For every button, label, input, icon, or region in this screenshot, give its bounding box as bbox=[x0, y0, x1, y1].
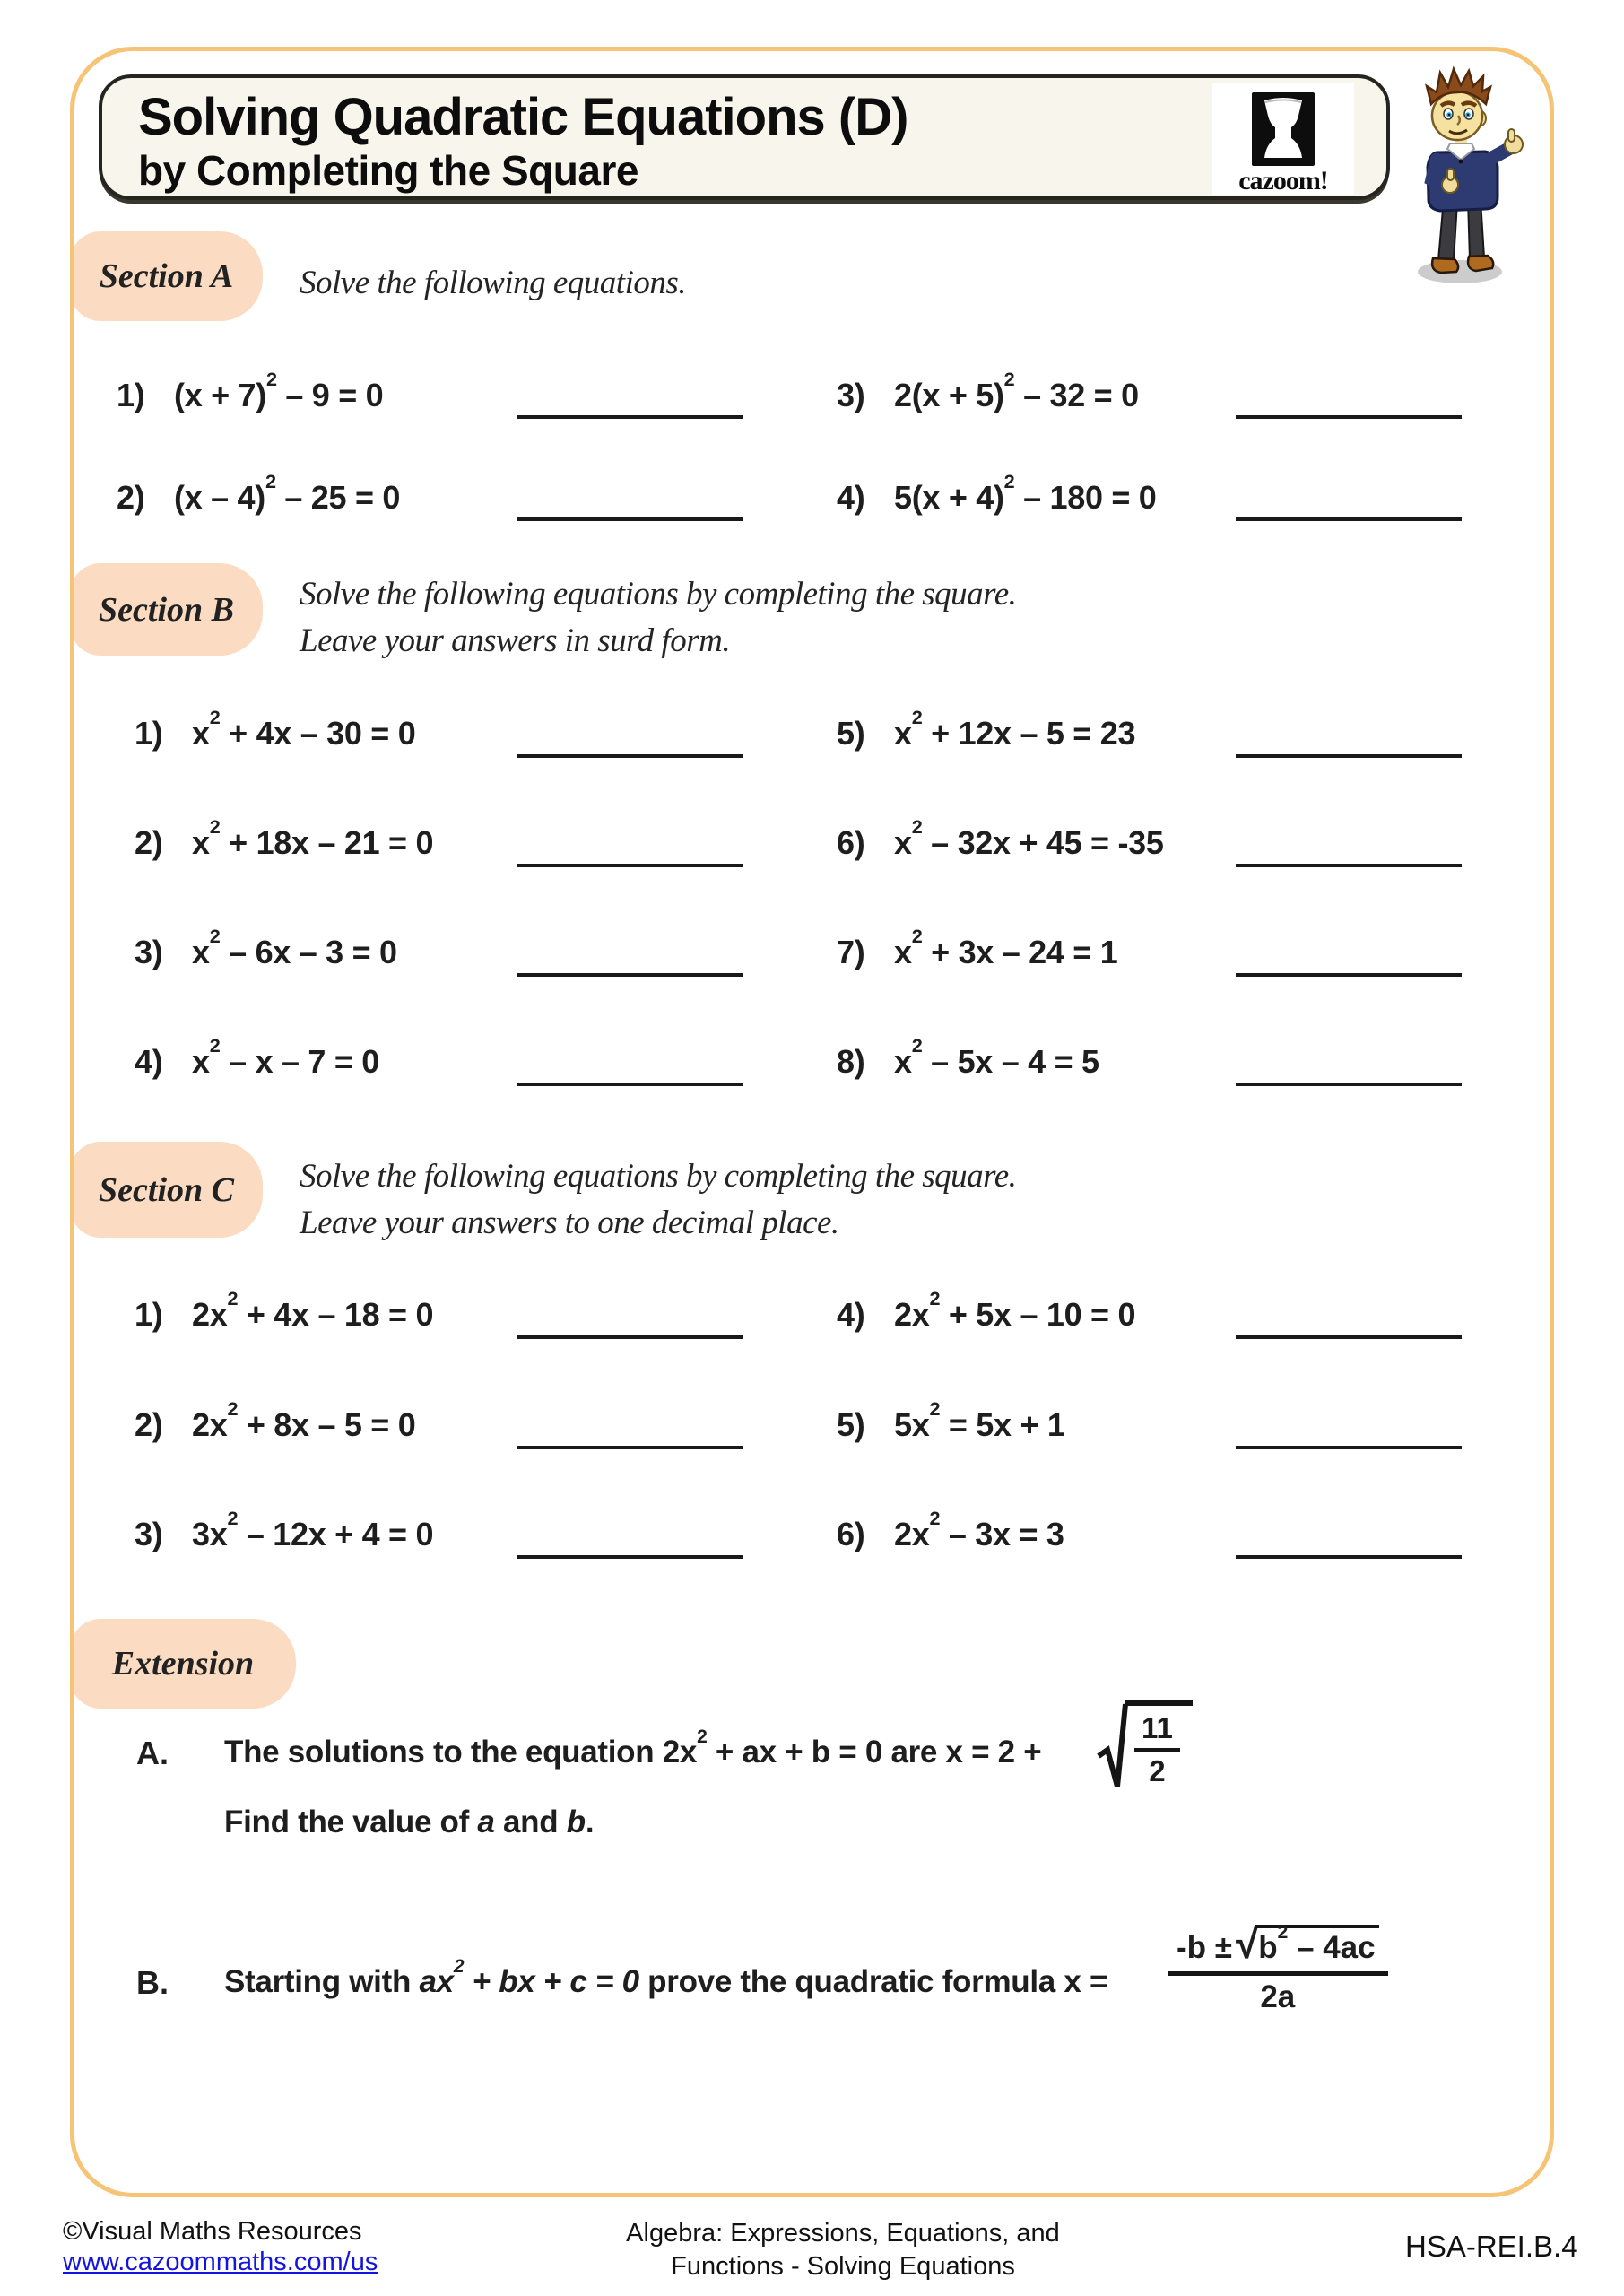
problem-number: 3) bbox=[135, 1516, 163, 1552]
equation-text: $2x^2 + 8x - 5 = 0$ bbox=[192, 1397, 416, 1443]
square-root-expression bbox=[1235, 1920, 1379, 1967]
problem-number: 1) bbox=[117, 377, 145, 413]
general-quadratic: $ax^2$ + bx + c = 0 bbox=[419, 1955, 639, 1999]
answer-line bbox=[1236, 864, 1462, 867]
answer-line bbox=[517, 864, 743, 867]
task-a-label: A. bbox=[136, 1735, 169, 1771]
starting-text: Starting with bbox=[224, 1964, 420, 1999]
prove-text: prove the quadratic formula x = bbox=[638, 1964, 1108, 1999]
equation-text: $3x^2 - 12x + 4 = 0$ bbox=[192, 1507, 434, 1552]
footer-category-line2: Functions - Solving Equations bbox=[671, 2252, 1015, 2281]
task-a-text-line2 bbox=[224, 1805, 594, 1840]
equation-text: $5(x + 4)^2 - 180 = 0$ bbox=[894, 470, 1157, 516]
and-text: and bbox=[494, 1805, 567, 1839]
task-b-label: B. bbox=[136, 1964, 169, 2001]
formula-denominator: 2a bbox=[1260, 1979, 1296, 2014]
problem-number: 2) bbox=[135, 1406, 163, 1443]
section-c-badge bbox=[70, 1142, 263, 1238]
problem-a-1 bbox=[117, 368, 384, 414]
equation-text: $x^2 + 12x - 5 = 23$ bbox=[894, 706, 1136, 752]
problem-number: 7) bbox=[837, 934, 865, 970]
equation-text: $x^2 + 4x - 30 = 0$ bbox=[192, 706, 416, 752]
footer-category-line1: Algebra: Expressions, Equations, and bbox=[626, 2219, 1060, 2248]
problem-number: 6) bbox=[837, 824, 865, 861]
problem-c-6 bbox=[837, 1507, 1064, 1553]
page-subtitle: by Completing the Square bbox=[138, 147, 638, 194]
problem-number: 2) bbox=[135, 824, 163, 861]
problem-number: 1) bbox=[135, 1296, 163, 1333]
fraction-denominator: 2 bbox=[1149, 1754, 1166, 1787]
answer-line bbox=[517, 415, 743, 419]
equation-text: $2x^2 - 3x = 3$ bbox=[894, 1507, 1064, 1552]
problem-number: 8) bbox=[837, 1043, 865, 1080]
equation-text: $x^2 + 3x - 24 = 1$ bbox=[894, 925, 1118, 970]
radical-sign bbox=[1096, 1700, 1128, 1794]
answer-line bbox=[1236, 1555, 1462, 1559]
section-b-label: Section B bbox=[99, 590, 234, 629]
section-a-badge bbox=[70, 231, 263, 321]
answer-line bbox=[517, 1083, 743, 1086]
section-c-instruction-1: Solve the following equations by completing the square. bbox=[300, 1158, 1017, 1195]
equation-text: $x^2 - 5x - 4 = 5$ bbox=[894, 1034, 1099, 1080]
answer-line bbox=[1236, 1446, 1462, 1449]
problem-b-7 bbox=[837, 925, 1118, 971]
problem-number: 4) bbox=[837, 479, 865, 516]
radical-sign-small: √ bbox=[1235, 1920, 1259, 1967]
extension-label: Extension bbox=[111, 1645, 255, 1683]
variable-b: b bbox=[566, 1805, 586, 1839]
equation-text: $2x^2 + 5x - 10 = 0$ bbox=[894, 1287, 1136, 1333]
problem-number: 3) bbox=[135, 934, 163, 970]
problem-c-1 bbox=[135, 1287, 434, 1334]
quadratic-formula-fraction bbox=[1168, 1920, 1388, 2015]
problem-c-4 bbox=[837, 1287, 1136, 1334]
problem-c-5 bbox=[837, 1397, 1065, 1444]
section-c-instruction-2: Leave your answers to one decimal place. bbox=[300, 1205, 839, 1241]
task-a-text: The solutions to the equation $2x^2$ + ax + b = 0 are x = 2 + bbox=[224, 1726, 1042, 1770]
answer-line bbox=[1236, 1335, 1462, 1339]
equation-text: $(x + 7)^2 - 9 = 0$ bbox=[174, 368, 384, 413]
section-b-badge bbox=[70, 563, 263, 656]
equation-text: $x^2 + 18x - 21 = 0$ bbox=[192, 815, 434, 861]
answer-line bbox=[1236, 973, 1462, 977]
find-text: Find the value of bbox=[224, 1805, 478, 1839]
drum-icon bbox=[1252, 92, 1315, 166]
problem-b-6 bbox=[837, 815, 1164, 862]
problem-c-3 bbox=[135, 1507, 434, 1553]
problem-b-4 bbox=[135, 1034, 379, 1081]
problem-b-8 bbox=[837, 1034, 1099, 1081]
problem-a-4 bbox=[837, 470, 1157, 517]
page-title: Solving Quadratic Equations (D) bbox=[138, 88, 908, 146]
answer-line bbox=[517, 1335, 743, 1339]
section-a-label: Section A bbox=[99, 257, 234, 295]
fraction-numerator: 11 bbox=[1134, 1711, 1180, 1752]
variable-a: a bbox=[477, 1805, 495, 1839]
problem-a-2 bbox=[117, 470, 401, 517]
numerator-prefix: -b ± bbox=[1177, 1930, 1232, 1965]
mascot-illustration bbox=[1397, 63, 1530, 287]
equation-text: (x – 4)$^2$ – 25 = 0 bbox=[174, 470, 401, 516]
problem-a-3 bbox=[837, 368, 1139, 414]
extension-badge bbox=[70, 1619, 296, 1709]
section-b-instruction-2: Leave your answers in surd form. bbox=[300, 622, 731, 659]
period-text: . bbox=[585, 1805, 595, 1839]
problem-number: 4) bbox=[135, 1043, 163, 1080]
page-border bbox=[70, 47, 1554, 2197]
problem-number: 6) bbox=[837, 1516, 865, 1552]
answer-line bbox=[1236, 754, 1462, 758]
header-box bbox=[99, 74, 1390, 200]
section-a-instruction: Solve the following equations. bbox=[300, 265, 687, 301]
problem-b-3 bbox=[135, 925, 397, 971]
equation-text: $x^2 - 32x + 45 = -35$ bbox=[894, 815, 1164, 861]
problem-b-5 bbox=[837, 706, 1136, 752]
answer-line bbox=[517, 973, 743, 977]
task-b-text bbox=[224, 1955, 1108, 2000]
problem-b-1 bbox=[135, 706, 416, 752]
problem-b-2 bbox=[135, 815, 434, 862]
problem-number: 2) bbox=[117, 479, 145, 516]
website-link[interactable]: www.cazoommaths.com/us bbox=[63, 2248, 378, 2276]
problem-number: 3) bbox=[837, 377, 865, 413]
cazoom-logo bbox=[1212, 83, 1354, 195]
answer-line bbox=[1236, 415, 1462, 419]
copyright-text: ©Visual Maths Resources bbox=[63, 2217, 362, 2246]
equation-text: $2(x + 5)^2 - 32 = 0$ bbox=[894, 368, 1139, 413]
problem-number: 5) bbox=[837, 1406, 865, 1443]
section-b-instruction-1: Solve the following equations by completing the square. bbox=[300, 576, 1017, 613]
answer-line bbox=[517, 1446, 743, 1449]
radicand: $b^2 - 4ac$ bbox=[1255, 1925, 1378, 1966]
equation-text: $x^2 - x - 7 = 0$ bbox=[192, 1034, 379, 1080]
answer-line bbox=[517, 1555, 743, 1559]
answer-line bbox=[1236, 517, 1462, 521]
problem-number: 5) bbox=[837, 715, 865, 752]
answer-line bbox=[1236, 1083, 1462, 1086]
problem-c-2 bbox=[135, 1397, 416, 1444]
answer-line bbox=[517, 754, 743, 758]
section-c-label: Section C bbox=[99, 1170, 234, 1209]
equation-text: $x^2 - 6x - 3 = 0$ bbox=[192, 925, 397, 970]
equation-text: $2x^2 + 4x - 18 = 0$ bbox=[192, 1287, 434, 1333]
standard-code: HSA-REI.B.4 bbox=[1405, 2230, 1578, 2263]
logo-wordmark: cazoom! bbox=[1238, 166, 1328, 196]
equation-text: $5x^2 = 5x + 1$ bbox=[894, 1397, 1065, 1443]
problem-number: 1) bbox=[135, 715, 163, 752]
answer-line bbox=[517, 517, 743, 521]
radical-expression bbox=[1096, 1700, 1193, 1794]
footer-category bbox=[574, 2217, 1112, 2283]
problem-number: 4) bbox=[837, 1296, 865, 1333]
